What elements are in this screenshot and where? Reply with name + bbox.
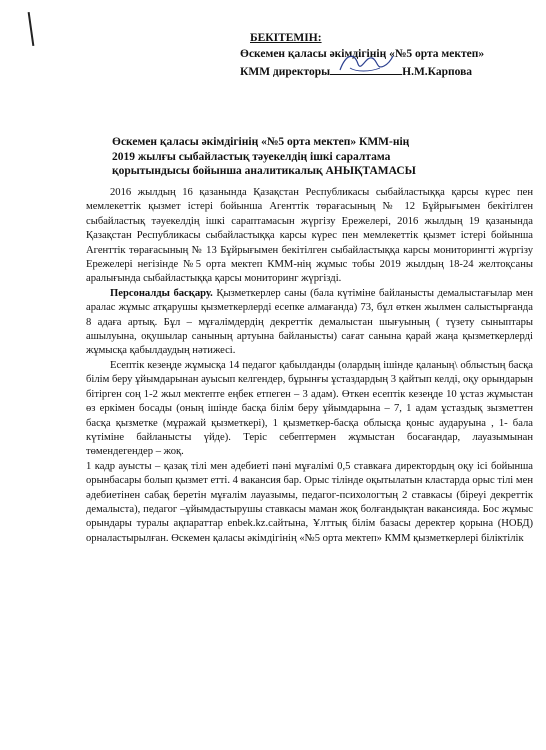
signature (330, 62, 402, 75)
approval-organization: Өскемен қаласы әкімдігінің «№5 орта мектеп» (240, 48, 485, 60)
document-title-line-3: қорытындысы бойынша аналитикалық АНЫҚТАМАСЫ (112, 165, 416, 177)
approval-position: КММ директоры (240, 66, 331, 78)
document-title (112, 135, 532, 179)
approval-title: БЕКІТЕМІН: (250, 32, 322, 44)
approval-block (240, 30, 540, 80)
section-heading-personnel: Персоналды басқару. (110, 287, 213, 299)
document-title-line-1: Өскемен қаласы әкімдігінің «№5 орта мектеп» КММ-нің (112, 136, 410, 148)
approval-signature-line (240, 62, 540, 80)
paragraph-vacancies: 1 кадр ауысты – қазақ тілі мен әдебиеті пәні мұғалімі 0,5 ставкаға директордың оқу ісі бойынша орынбасары болып қызмет етті. 4 вакансия бар. Орыс тілінде оқытылатын кластарда орыс тілі мен әдебиетінен сабақ беретін мұғалім лауазымы, педагог-психологтың 2 ставкасы (біреуі декреттік демалыста), педагог –ұйымдастырушы ставкасы маман жоқ болғандықтан вакансияда. Бос жұмыс орындары туралы ақпараттар enbek.kz.сайтына, Ұлттық білім базасы деректер қорына (НОБД) орналастырылған. Өскемен қаласы әкімдігінің «№5 орта мектеп» КММ қызметкерлері біліктілік (86, 460, 533, 544)
paragraph-hiring: Есептік кезеңде жұмысқа 14 педагог қабылданды (олардың ішінде қаланың\ облыстың басқа білім беру ұйымдарынан ауысып келгендер, бұрынғы ұстаздардың 3 қайтып келді, оқу орындарын бітірген соң 1-2 жыл мектепте еңбек етпеген – 3 адам). Өткен есептік кезеңде 10 ұстаз жұмыстан өз еркімен босады (оның ішінде басқа білім беру ұйымдарына – 7, 1 адам ұстаздық зызметтен басқа қызметке (мұражай қызметкері), 1 қызметкер-басқа облысқа қоныс аударуына , 1- бала күтіміне байланысты үйде). Теріс себептермен жұмыстан босағандар, лауазымынан төмендегендер – жоқ. (86, 359, 533, 458)
document-body (86, 186, 533, 546)
paragraph-intro: 2016 жылдың 16 қазанында Қазақстан Республикасы сыбайластыққа қарсы күрес пен мемлекеттік қызмет істері бойынша Агенттік төрағасының № 12 Бұйрығымен бекітілген сыбайластық тәуекелдің ішкі сараптамасын жүргізу Ережелері, 2016 жылдың 19 қазанында Қазақстан Республикасы сыбайластыққа карсы күрес пен мемлекеттік қызмет істері бойынша Агенттік төрағасының № 13 Бұйрығымен бекітілген сыбайластыққа карсы мониторингті жүргізу Ережелері негізінде №5 орта мектеп КММ-нің жұмыс тобы 2019 жылдың 18-24 желтоқсаны аралығында сыбайластыққа қарсы мониторинг жүргізді. (86, 187, 533, 285)
document-title-line-2: 2019 жылғы сыбайластық тәуекелдің ішкі саралтама (112, 150, 391, 163)
paragraph-personnel-text: Қызметкерлер саны (бала күтіміне байланысты демалыстағылар мен аралас жұмыс атқарушы қызметкерлерді есепке алмағанда) 73, бұл өткен жылмен салыстырғанда 8 адаға артық. Бұл – мұғалімдердің декреттік демалыстан шығуының ( түзету сыныптары ашылуына, оқушылар санының артуына байланысты) сағат санына қарай жаңа қызметкерлерді жұмысқа қабылдаудың нәтижесі. (86, 287, 533, 357)
pen-margin-mark (28, 12, 35, 46)
approval-director-name: Н.М.Карпова (402, 66, 473, 78)
paragraph-personnel (86, 287, 533, 359)
